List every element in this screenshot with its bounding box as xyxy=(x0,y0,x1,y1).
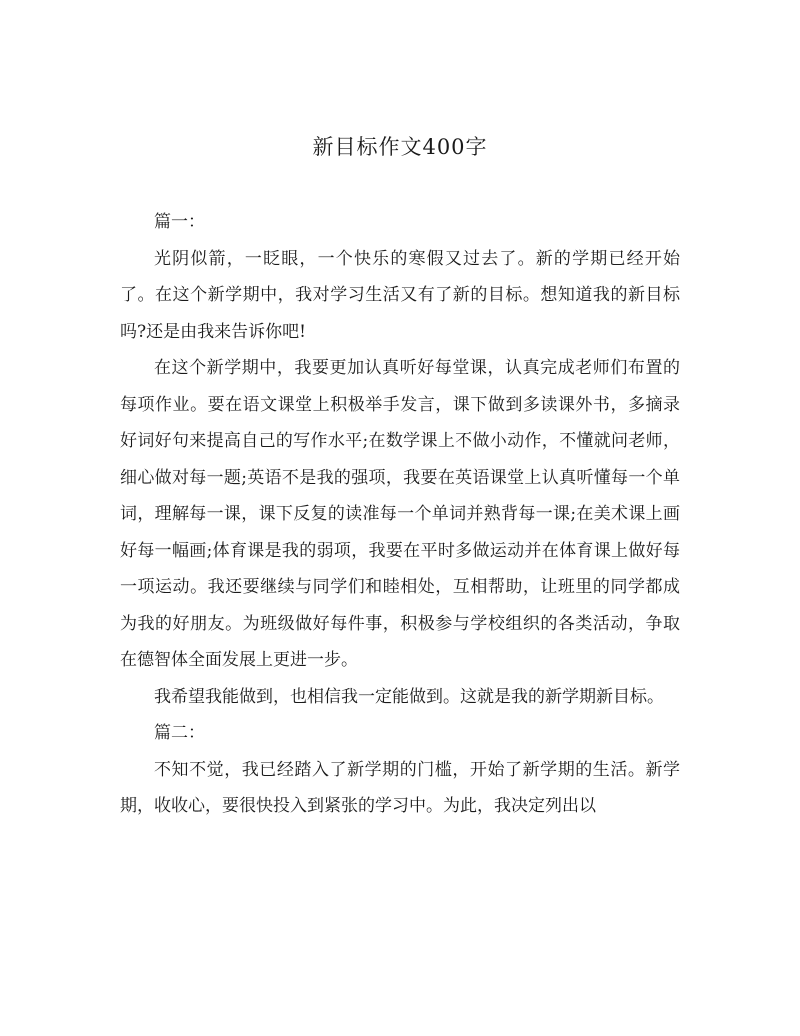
paragraph: 在这个新学期中，我要更加认真听好每堂课，认真完成老师们布置的每项作业。要在语文课堂上积极举手发言，课下做到多读课外书，多摘录好词好句来提高自己的写作水平;在数学课上不做小动作，不懂就问老师，细心做对每一题;英语不是我的强项，我要在英语课堂上认真听懂每一个单词，理解每一课，课下反复的读准每一个单词并熟背每一课;在美术课上画好每一幅画;体育课是我的弱项，我要在平时多做运动并在体育课上做好每一项运动。我还要继续与同学们和睦相处，互相帮助，让班里的同学都成为我的好朋友。为班级做好每件事，积极参与学校组织的各类活动，争取在德智体全面发展上更进一步。 xyxy=(120,358,680,670)
paragraph: 不知不觉，我已经踏入了新学期的门槛，开始了新学期的生活。新学期，收收心，要很快投入到紧张的学习中。为此，我决定列出以 xyxy=(120,759,680,816)
document-title: 新目标作文400字 xyxy=(312,135,488,159)
document-body xyxy=(120,204,680,825)
paragraph: 我希望我能做到，也相信我一定能做到。这就是我的新学期新目标。 xyxy=(154,686,664,707)
section-heading-1: 篇一： xyxy=(154,212,205,232)
paragraph: 光阴似箭，一眨眼，一个快乐的寒假又过去了。新的学期已经开始了。在这个新学期中，我对学习生活又有了新的目标。想知道我的新目标吗?还是由我来告诉你吧! xyxy=(120,248,680,342)
section-heading-2: 篇二： xyxy=(154,723,205,743)
